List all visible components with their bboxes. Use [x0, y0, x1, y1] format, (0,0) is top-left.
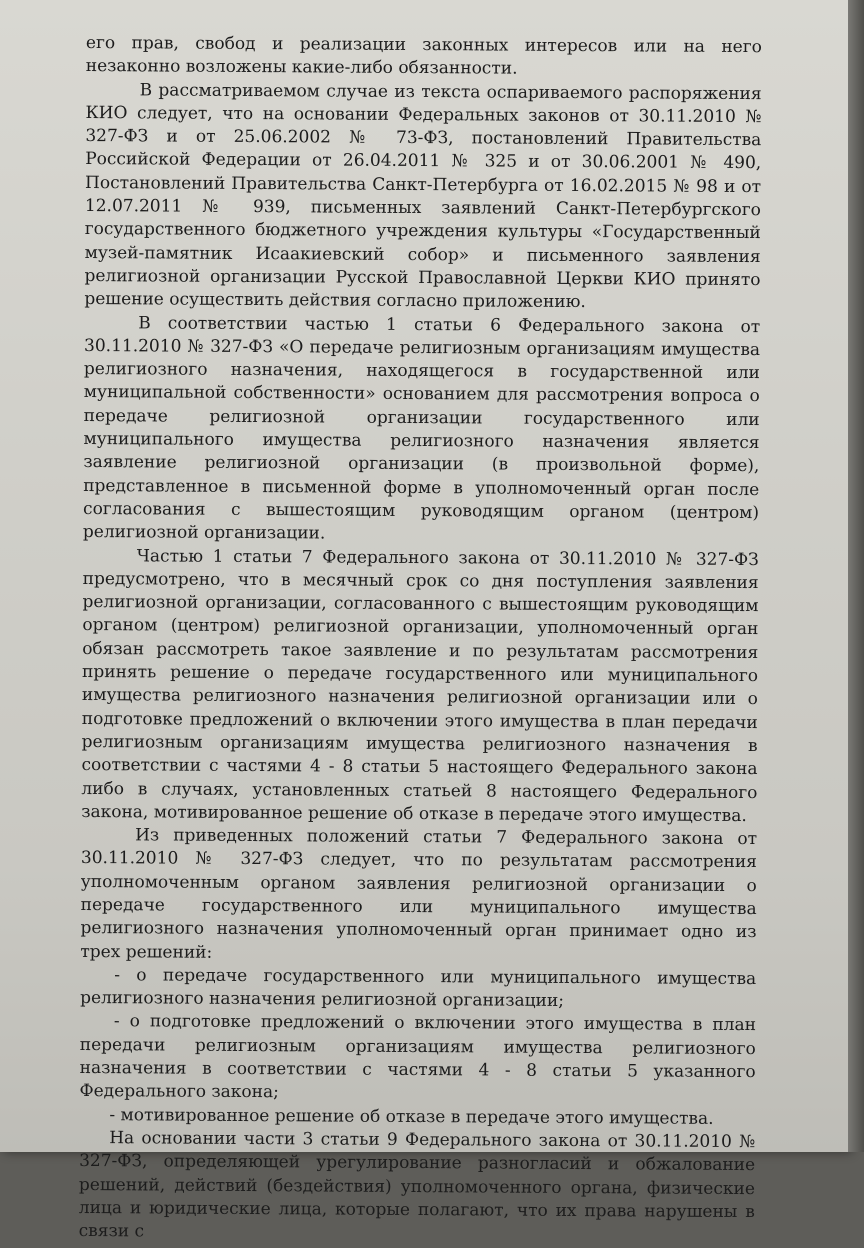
document-body: [79, 32, 762, 1248]
list-item-transfer: - о передаче государственного или муниципального имущества религиозного назначения религиозной организации;: [80, 965, 757, 1012]
background-edge: [848, 0, 864, 1152]
paragraph-continuation: его прав, свобод и реализации законных интересов или на него незаконно возложены какие-либо обязанности.: [85, 32, 762, 79]
paragraph-article-6: В соответствии частью 1 статьи 6 Федерального закона от 30.11.2010 № 327-ФЗ «О передаче религиозным организациям имущества религиозного назначения, находящегося в государственной или муниципальной собственности» основанием для рассмотрения вопроса о передаче религиозной организации государственного или муниципального имущества религиозного назначения является заявление религиозной организации (в произвольной форме), представленное в письменной форме в уполномоченный орган после согласования с вышестоящим руководящим органом (центром) религиозной организации.: [82, 312, 761, 544]
list-item-plan: - о подготовке предложений о включении этого имущества в план передачи религиозным организациям имущества религиозного назначения в соответствии с частями 4 - 8 статьи 5 указанного Федерального закона;: [79, 1011, 757, 1103]
paragraph-kio-order: В рассматриваемом случае из текста оспариваемого распоряжения КИО следует, что на основании Федеральных законов от 30.11.2010 № 327-ФЗ и от 25.06.2002 № 73-ФЗ, постановлений Правительства Российской Федерации от 26.04.2011 № 325 и от 30.06.2001 № 490, Постановлений Правительства Санкт-Петербурга от 16.02.2015 № 98 и от 12.07.2011 № 939, письменных заявлений Санкт-Петербургского государственного бюджетного учреждения культуры «Государственный музей-памятник Исаакиевский собор» и письменного заявления религиозной организации Русской Православной Церкви КИО принято решение осуществить действия согласно приложению.: [84, 79, 762, 313]
paragraph-three-decisions: Из приведенных положений статьи 7 Федерального закона от 30.11.2010 № 327-ФЗ следует, что по результатам рассмотрения уполномоченным органом заявления религиозной организации о передаче государственного или муниципального имущества религиозного назначения уполномоченный орган принимает одно из трех решений:: [80, 825, 758, 963]
paragraph-article-7: Частью 1 статьи 7 Федерального закона от 30.11.2010 № 327-ФЗ предусмотрено, что в месячный срок со дня поступления заявления религиозной организации, согласованного с вышестоящим руководящим органом (центром) религиозной организации, уполномоченный орган обязан рассмотреть такое заявление и по результатам рассмотрения принять решение о передаче государственного или муниципального имущества религиозного назначения религиозной организации или о подготовке предложений о включении этого имущества в план передачи религиозным организациям имущества религиозного назначения в соответствии с частями 4 - 8 статьи 5 настоящего Федерального закона либо в случаях, установленных статьей 8 настоящего Федерального закона, мотивированное решение об отказе в передаче этого имущества.: [81, 545, 759, 826]
list-item-refusal: - мотивированное решение об отказе в передаче этого имущества.: [109, 1104, 714, 1129]
paragraph-article-9: На основании части 3 статьи 9 Федерального закона от 30.11.2010 № 327-ФЗ, определяющей урегулирование разногласий и обжалование решений, действий (бездействия) уполномоченного органа, физические лица и юридические лица, которые полагают, что их права нарушены в связи с: [78, 1128, 756, 1242]
